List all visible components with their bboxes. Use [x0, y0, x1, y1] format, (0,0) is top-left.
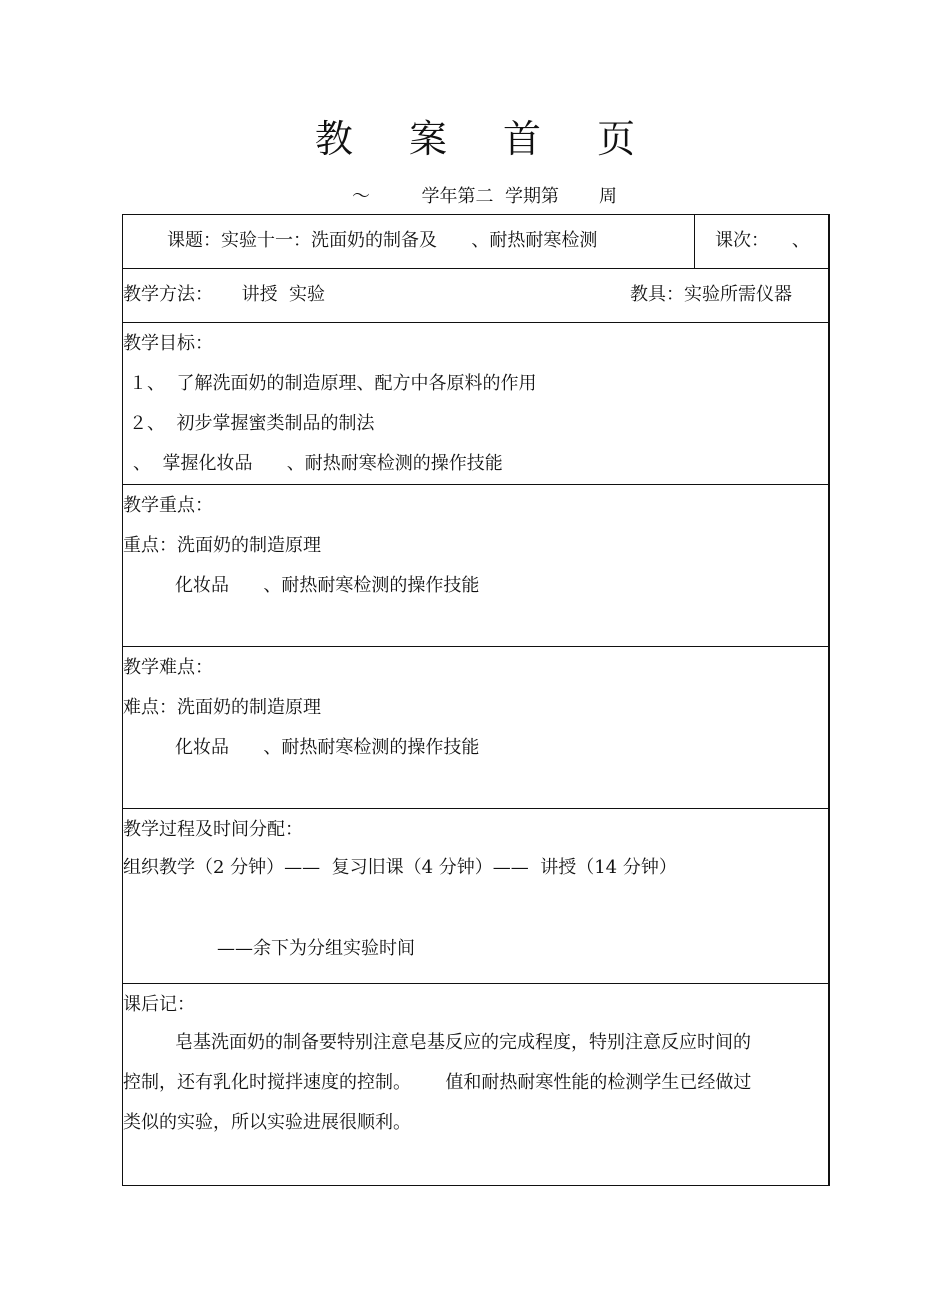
difficulty-line: 化妆品 、耐热耐寒检测的操作技能: [175, 737, 480, 758]
objectives-row: [123, 323, 829, 485]
notes-row: [123, 984, 829, 1185]
key-point-line: 重点：洗面奶的制造原理: [123, 535, 321, 556]
topic-divider: [694, 215, 695, 268]
key-point-line: 化妆品 、耐热耐寒检测的操作技能: [175, 575, 480, 596]
objective-item: ２、 初步掌握蜜类制品的制法: [129, 413, 375, 434]
page-title: 教 案 首 页: [314, 117, 658, 161]
term-line: ～ 学年第二 学期第 周: [352, 186, 617, 207]
topic-text: 课题：实验十一：洗面奶的制备及 、耐热耐寒检测: [167, 230, 598, 251]
process-heading: 教学过程及时间分配：: [123, 819, 303, 840]
objectives-heading: 教学目标：: [123, 333, 213, 354]
difficulty-line: 难点：洗面奶的制造原理: [123, 697, 321, 718]
process-row: [123, 809, 829, 984]
objective-item: 、 掌握化妆品 、耐热耐寒检测的操作技能: [133, 453, 503, 474]
process-line: ——余下为分组实验时间: [217, 938, 415, 959]
notes-line: 皂基洗面奶的制备要特别注意皂基反应的完成程度，特别注意反应时间的: [175, 1032, 751, 1053]
notes-line: 控制，还有乳化时搅拌速度的控制。 值和耐热耐寒性能的检测学生已经做过: [123, 1072, 752, 1093]
difficulties-heading: 教学难点：: [123, 657, 213, 678]
difficulties-row: [123, 647, 829, 809]
key-points-row: [123, 485, 829, 647]
key-points-heading: 教学重点：: [123, 495, 213, 516]
tools-text: 教具：实验所需仪器: [630, 284, 792, 305]
method-text: 教学方法： 讲授 实验: [123, 284, 326, 305]
process-line: 组织教学（2 分钟）—— 复习旧课（4 分钟）—— 讲授（14 分钟）: [123, 857, 677, 878]
topic-row: [123, 215, 829, 269]
objective-item: １、 了解洗面奶的制造原理、配方中各原料的作用: [129, 373, 537, 394]
notes-heading: 课后记：: [123, 994, 195, 1015]
method-row: [123, 269, 829, 323]
session-text: 课次： 、: [715, 230, 810, 251]
lesson-plan-table: [122, 214, 830, 1186]
notes-line: 类似的实验，所以实验进展很顺利。: [123, 1112, 411, 1133]
